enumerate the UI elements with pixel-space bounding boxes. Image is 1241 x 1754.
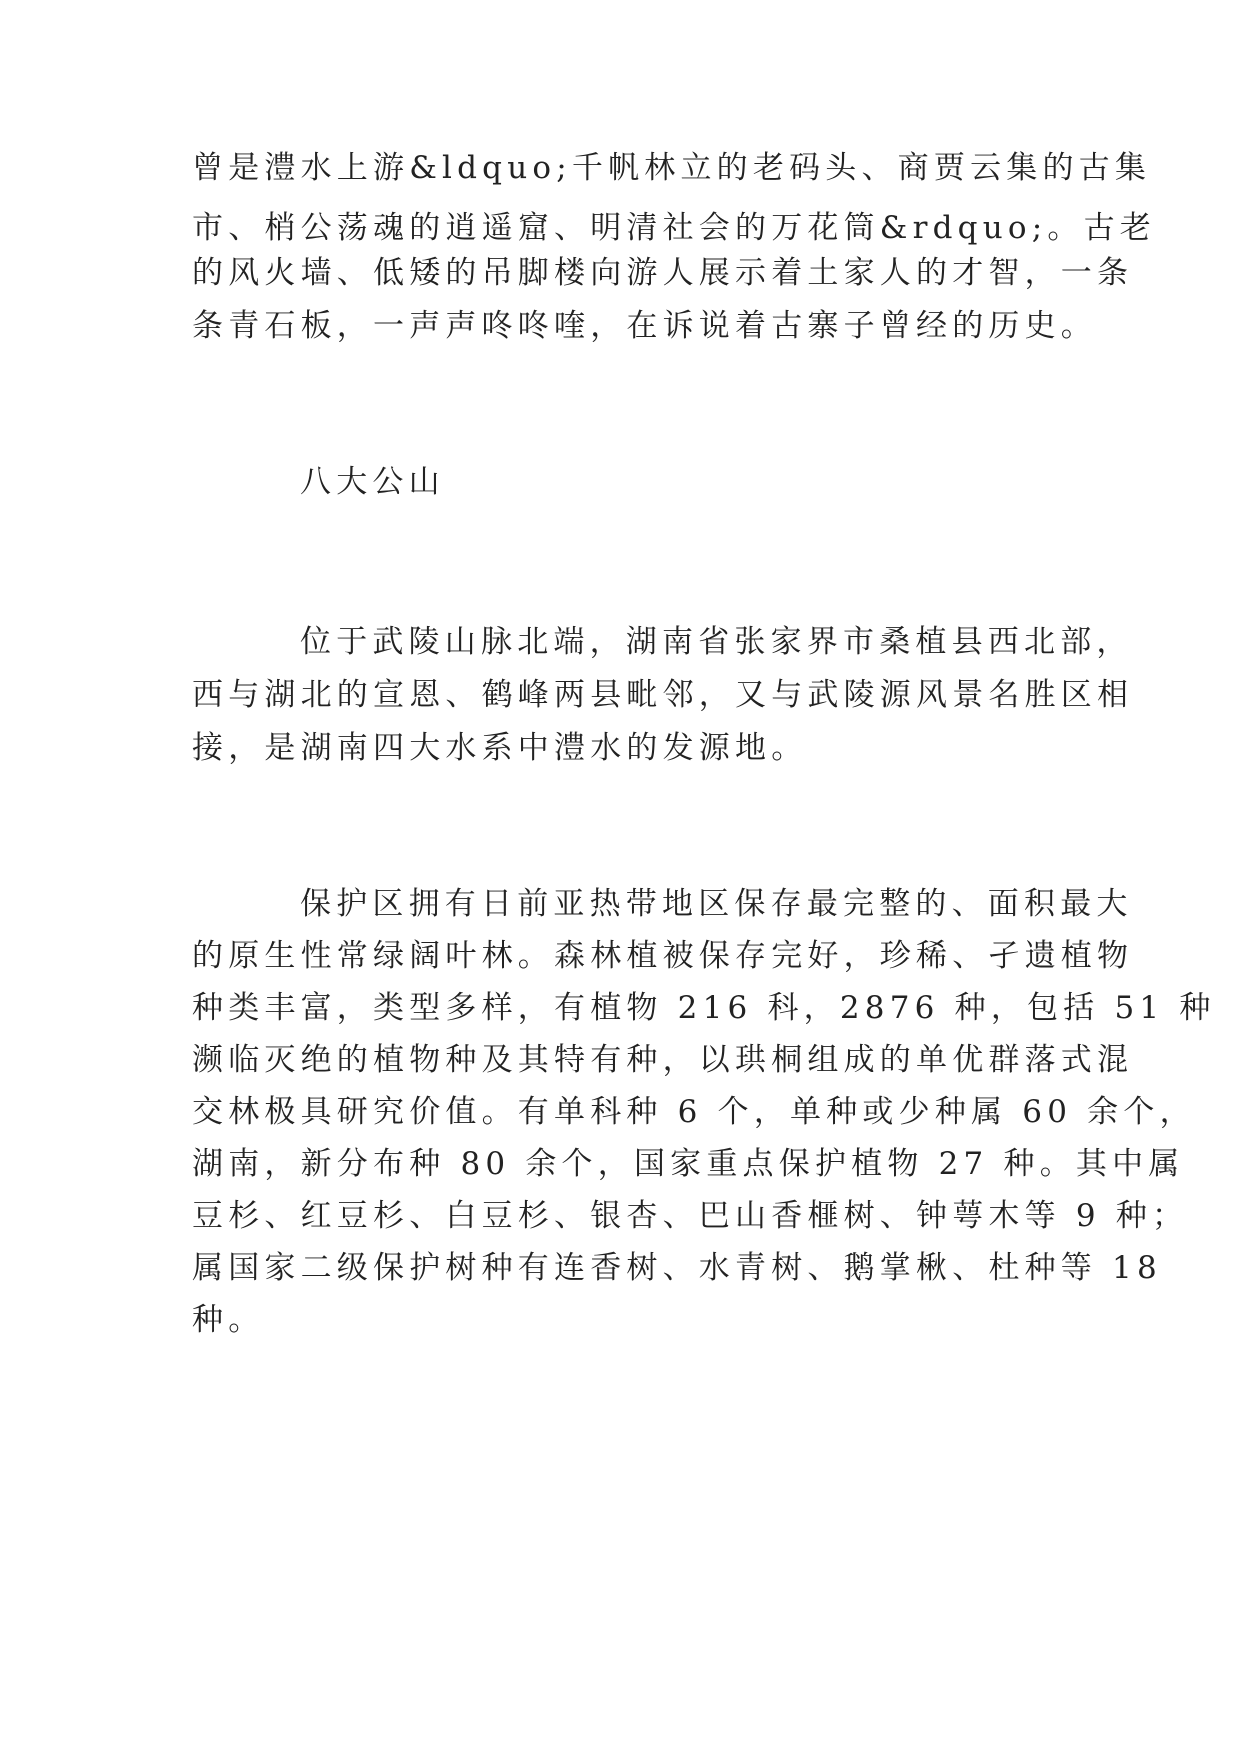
paragraph-3-line: 保护区拥有日前亚热带地区保存最完整的、面积最大 bbox=[300, 886, 1133, 922]
paragraph-3-line: 湖南，新分布种 80 余个，国家重点保护植物 27 种。其中属 bbox=[192, 1146, 1185, 1182]
paragraph-2-line: 位于武陵山脉北端，湖南省张家界市桑植县西北部， bbox=[300, 624, 1133, 660]
paragraph-3-line: 濒临灭绝的植物种及其特有种，以珙桐组成的单优群落式混 bbox=[192, 1042, 1134, 1078]
paragraph-3-line: 种。 bbox=[192, 1302, 265, 1338]
paragraph-1-line: 曾是澧水上游&ldquo;千帆林立的老码头、商贾云集的古集 bbox=[192, 150, 1152, 186]
paragraph-2-line: 西与湖北的宣恩、鹤峰两县毗邻，又与武陵源风景名胜区相 bbox=[192, 677, 1134, 713]
paragraph-3-line: 交林极具研究价值。有单科种 6 个，单种或少种属 60 余个， bbox=[192, 1094, 1196, 1130]
paragraph-3-line: 豆杉、红豆杉、白豆杉、银杏、巴山香榧树、钟萼木等 9 种； bbox=[192, 1198, 1189, 1234]
paragraph-3-line: 种类丰富，类型多样，有植物 216 科，2876 种，包括 51 种 bbox=[192, 990, 1216, 1026]
paragraph-1-line: 的风火墙、低矮的吊脚楼向游人展示着土家人的才智，一条 bbox=[192, 255, 1134, 291]
paragraph-3-line: 属国家二级保护树种有连香树、水青树、鹅掌楸、杜种等 18 bbox=[192, 1250, 1162, 1286]
section-heading: 八大公山 bbox=[300, 464, 445, 500]
paragraph-1-line: 市、梢公荡魂的逍遥窟、明清社会的万花筒&rdquo;。古老 bbox=[192, 210, 1156, 246]
paragraph-3-line: 的原生性常绿阔叶林。森林植被保存完好，珍稀、孑遗植物 bbox=[192, 938, 1134, 974]
paragraph-1-line: 条青石板，一声声咚咚喹，在诉说着古寨子曾经的历史。 bbox=[192, 308, 1097, 344]
paragraph-2-line: 接，是湖南四大水系中澧水的发源地。 bbox=[192, 730, 808, 766]
